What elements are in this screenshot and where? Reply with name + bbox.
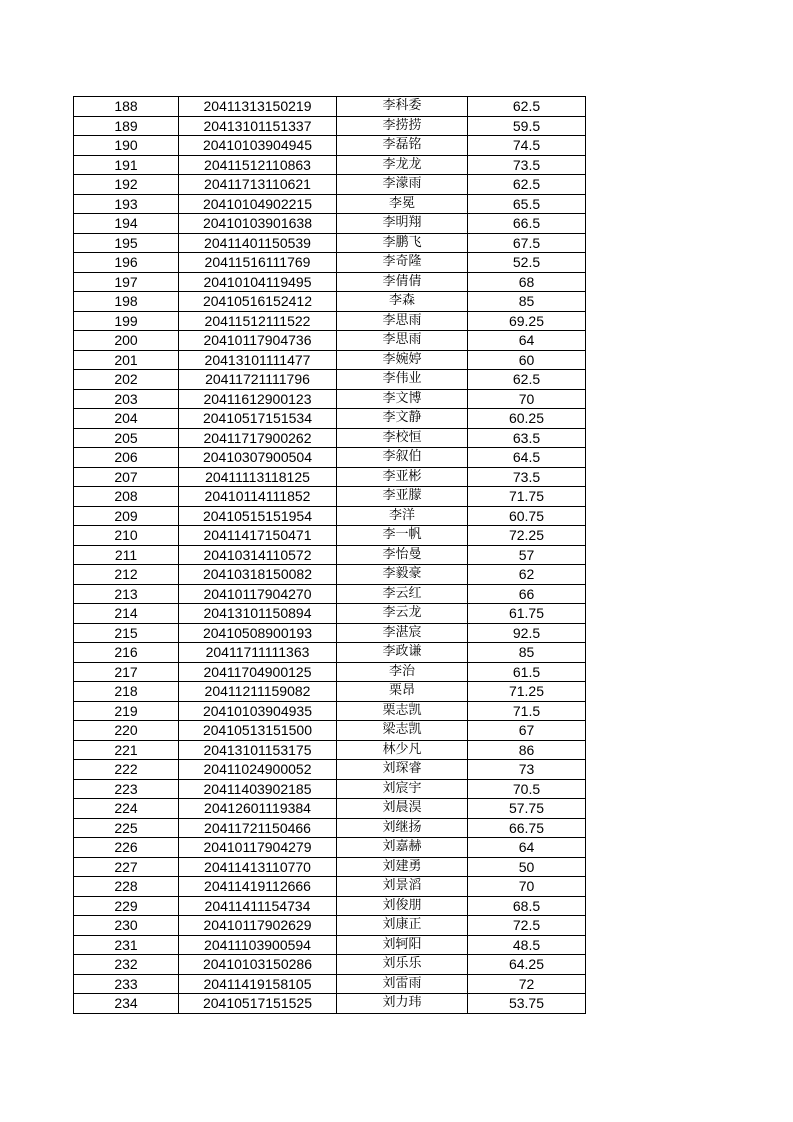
- name-cell: 李亚彬: [337, 467, 468, 487]
- name-cell: 李冕: [337, 194, 468, 214]
- score-cell: 67.5: [468, 233, 586, 253]
- table-row: [74, 97, 586, 117]
- table-row: [74, 253, 586, 273]
- seq-cell: 203: [74, 389, 179, 409]
- score-cell: 61.75: [468, 604, 586, 624]
- table-row: [74, 194, 586, 214]
- name-cell: 梁志凯: [337, 721, 468, 741]
- seq-cell: 197: [74, 272, 179, 292]
- table-row: [74, 155, 586, 175]
- name-cell: 刘乐乐: [337, 955, 468, 975]
- candidate-id-cell: 20411516111769: [179, 253, 337, 273]
- candidate-id-cell: 20410103904945: [179, 136, 337, 156]
- seq-cell: 225: [74, 818, 179, 838]
- candidate-id-cell: 20411113118125: [179, 467, 337, 487]
- score-table: [73, 96, 586, 1014]
- seq-cell: 204: [74, 409, 179, 429]
- name-cell: 刘建勇: [337, 857, 468, 877]
- table-row: [74, 935, 586, 955]
- table-row: [74, 331, 586, 351]
- name-cell: 李叙伯: [337, 448, 468, 468]
- seq-cell: 209: [74, 506, 179, 526]
- score-cell: 64: [468, 838, 586, 858]
- table-row: [74, 643, 586, 663]
- score-cell: 60: [468, 350, 586, 370]
- score-cell: 64.25: [468, 955, 586, 975]
- seq-cell: 222: [74, 760, 179, 780]
- name-cell: 李湛宸: [337, 623, 468, 643]
- candidate-id-cell: 20411721150466: [179, 818, 337, 838]
- score-cell: 65.5: [468, 194, 586, 214]
- seq-cell: 206: [74, 448, 179, 468]
- score-cell: 67: [468, 721, 586, 741]
- table-row: [74, 682, 586, 702]
- name-cell: 李云龙: [337, 604, 468, 624]
- name-cell: 刘康正: [337, 916, 468, 936]
- name-cell: 李科委: [337, 97, 468, 117]
- name-cell: 李明翔: [337, 214, 468, 234]
- seq-cell: 217: [74, 662, 179, 682]
- table-row: [74, 487, 586, 507]
- candidate-id-cell: 20410114111852: [179, 487, 337, 507]
- seq-cell: 228: [74, 877, 179, 897]
- score-cell: 70: [468, 877, 586, 897]
- score-cell: 48.5: [468, 935, 586, 955]
- seq-cell: 195: [74, 233, 179, 253]
- seq-cell: 234: [74, 994, 179, 1014]
- candidate-id-cell: 20410516152412: [179, 292, 337, 312]
- table-row: [74, 233, 586, 253]
- seq-cell: 232: [74, 955, 179, 975]
- score-cell: 85: [468, 292, 586, 312]
- score-cell: 73.5: [468, 467, 586, 487]
- score-cell: 73: [468, 760, 586, 780]
- name-cell: 李政谦: [337, 643, 468, 663]
- score-cell: 50: [468, 857, 586, 877]
- score-cell: 66.5: [468, 214, 586, 234]
- name-cell: 李森: [337, 292, 468, 312]
- table-row: [74, 604, 586, 624]
- table-row: [74, 136, 586, 156]
- seq-cell: 188: [74, 97, 179, 117]
- seq-cell: 218: [74, 682, 179, 702]
- name-cell: 李伟业: [337, 370, 468, 390]
- table-row: [74, 292, 586, 312]
- candidate-id-cell: 20410517151534: [179, 409, 337, 429]
- seq-cell: 194: [74, 214, 179, 234]
- score-cell: 74.5: [468, 136, 586, 156]
- candidate-id-cell: 20411711111363: [179, 643, 337, 663]
- seq-cell: 215: [74, 623, 179, 643]
- score-cell: 66.75: [468, 818, 586, 838]
- table-row: [74, 838, 586, 858]
- table-row: [74, 721, 586, 741]
- table-row: [74, 701, 586, 721]
- name-cell: 李婉婷: [337, 350, 468, 370]
- candidate-id-cell: 20411704900125: [179, 662, 337, 682]
- seq-cell: 211: [74, 545, 179, 565]
- name-cell: 李一帆: [337, 526, 468, 546]
- score-cell: 73.5: [468, 155, 586, 175]
- name-cell: 李怡曼: [337, 545, 468, 565]
- name-cell: 刘雷雨: [337, 974, 468, 994]
- score-cell: 86: [468, 740, 586, 760]
- seq-cell: 193: [74, 194, 179, 214]
- table-row: [74, 565, 586, 585]
- candidate-id-cell: 20411413110770: [179, 857, 337, 877]
- name-cell: 李捞捞: [337, 116, 468, 136]
- table-row: [74, 350, 586, 370]
- seq-cell: 208: [74, 487, 179, 507]
- name-cell: 李磊铭: [337, 136, 468, 156]
- score-cell: 69.25: [468, 311, 586, 331]
- candidate-id-cell: 20410318150082: [179, 565, 337, 585]
- seq-cell: 205: [74, 428, 179, 448]
- seq-cell: 190: [74, 136, 179, 156]
- name-cell: 李文博: [337, 389, 468, 409]
- table-row: [74, 506, 586, 526]
- name-cell: 李倩倩: [337, 272, 468, 292]
- candidate-id-cell: 20411713110621: [179, 175, 337, 195]
- table-row: [74, 662, 586, 682]
- score-cell: 85: [468, 643, 586, 663]
- score-cell: 64: [468, 331, 586, 351]
- name-cell: 刘继扬: [337, 818, 468, 838]
- score-cell: 70: [468, 389, 586, 409]
- candidate-id-cell: 20410314110572: [179, 545, 337, 565]
- score-cell: 70.5: [468, 779, 586, 799]
- name-cell: 刘晨淏: [337, 799, 468, 819]
- score-cell: 59.5: [468, 116, 586, 136]
- name-cell: 刘俊朋: [337, 896, 468, 916]
- candidate-id-cell: 20411024900052: [179, 760, 337, 780]
- name-cell: 栗昂: [337, 682, 468, 702]
- score-cell: 62.5: [468, 370, 586, 390]
- name-cell: 李奇隆: [337, 253, 468, 273]
- table-row: [74, 428, 586, 448]
- seq-cell: 214: [74, 604, 179, 624]
- score-cell: 71.5: [468, 701, 586, 721]
- score-cell: 62.5: [468, 97, 586, 117]
- name-cell: 刘轲阳: [337, 935, 468, 955]
- seq-cell: 202: [74, 370, 179, 390]
- candidate-id-cell: 20410103150286: [179, 955, 337, 975]
- table-row: [74, 955, 586, 975]
- name-cell: 李毅豪: [337, 565, 468, 585]
- table-row: [74, 448, 586, 468]
- score-cell: 63.5: [468, 428, 586, 448]
- score-table-body: [74, 97, 586, 1014]
- score-cell: 72: [468, 974, 586, 994]
- score-cell: 52.5: [468, 253, 586, 273]
- score-cell: 68.5: [468, 896, 586, 916]
- table-row: [74, 818, 586, 838]
- candidate-id-cell: 20411717900262: [179, 428, 337, 448]
- candidate-id-cell: 20411403902185: [179, 779, 337, 799]
- candidate-id-cell: 20413101150894: [179, 604, 337, 624]
- score-cell: 62.5: [468, 175, 586, 195]
- seq-cell: 227: [74, 857, 179, 877]
- candidate-id-cell: 20410307900504: [179, 448, 337, 468]
- name-cell: 李濛雨: [337, 175, 468, 195]
- table-row: [74, 740, 586, 760]
- table-row: [74, 994, 586, 1014]
- seq-cell: 191: [74, 155, 179, 175]
- name-cell: 刘景滔: [337, 877, 468, 897]
- table-row: [74, 760, 586, 780]
- candidate-id-cell: 20411211159082: [179, 682, 337, 702]
- candidate-id-cell: 20413101151337: [179, 116, 337, 136]
- candidate-id-cell: 20413101111477: [179, 350, 337, 370]
- candidate-id-cell: 20410103904935: [179, 701, 337, 721]
- candidate-id-cell: 20411401150539: [179, 233, 337, 253]
- candidate-id-cell: 20410117904279: [179, 838, 337, 858]
- table-row: [74, 526, 586, 546]
- table-row: [74, 409, 586, 429]
- seq-cell: 210: [74, 526, 179, 546]
- seq-cell: 216: [74, 643, 179, 663]
- candidate-id-cell: 20411612900123: [179, 389, 337, 409]
- name-cell: 李云红: [337, 584, 468, 604]
- seq-cell: 231: [74, 935, 179, 955]
- score-cell: 72.5: [468, 916, 586, 936]
- seq-cell: 219: [74, 701, 179, 721]
- seq-cell: 198: [74, 292, 179, 312]
- seq-cell: 213: [74, 584, 179, 604]
- seq-cell: 200: [74, 331, 179, 351]
- score-cell: 71.25: [468, 682, 586, 702]
- seq-cell: 196: [74, 253, 179, 273]
- name-cell: 李思雨: [337, 331, 468, 351]
- table-row: [74, 779, 586, 799]
- score-cell: 71.75: [468, 487, 586, 507]
- candidate-id-cell: 20413101153175: [179, 740, 337, 760]
- score-cell: 62: [468, 565, 586, 585]
- table-row: [74, 877, 586, 897]
- table-row: [74, 116, 586, 136]
- candidate-id-cell: 20410104119495: [179, 272, 337, 292]
- table-row: [74, 623, 586, 643]
- seq-cell: 230: [74, 916, 179, 936]
- score-cell: 68: [468, 272, 586, 292]
- seq-cell: 224: [74, 799, 179, 819]
- seq-cell: 223: [74, 779, 179, 799]
- name-cell: 李亚朦: [337, 487, 468, 507]
- candidate-id-cell: 20411411154734: [179, 896, 337, 916]
- candidate-id-cell: 20410104902215: [179, 194, 337, 214]
- name-cell: 刘力玮: [337, 994, 468, 1014]
- name-cell: 栗志凯: [337, 701, 468, 721]
- candidate-id-cell: 20411512111522: [179, 311, 337, 331]
- table-row: [74, 214, 586, 234]
- score-cell: 72.25: [468, 526, 586, 546]
- seq-cell: 226: [74, 838, 179, 858]
- candidate-id-cell: 20410117904270: [179, 584, 337, 604]
- seq-cell: 189: [74, 116, 179, 136]
- seq-cell: 201: [74, 350, 179, 370]
- name-cell: 李龙龙: [337, 155, 468, 175]
- score-cell: 64.5: [468, 448, 586, 468]
- seq-cell: 207: [74, 467, 179, 487]
- table-row: [74, 311, 586, 331]
- candidate-id-cell: 20411419158105: [179, 974, 337, 994]
- table-row: [74, 370, 586, 390]
- name-cell: 李鹏飞: [337, 233, 468, 253]
- name-cell: 李文静: [337, 409, 468, 429]
- seq-cell: 221: [74, 740, 179, 760]
- seq-cell: 199: [74, 311, 179, 331]
- table-row: [74, 896, 586, 916]
- candidate-id-cell: 20410517151525: [179, 994, 337, 1014]
- candidate-id-cell: 20410103901638: [179, 214, 337, 234]
- seq-cell: 212: [74, 565, 179, 585]
- candidate-id-cell: 20412601119384: [179, 799, 337, 819]
- seq-cell: 233: [74, 974, 179, 994]
- name-cell: 李治: [337, 662, 468, 682]
- candidate-id-cell: 20411103900594: [179, 935, 337, 955]
- candidate-id-cell: 20411512110863: [179, 155, 337, 175]
- table-row: [74, 467, 586, 487]
- name-cell: 刘琛睿: [337, 760, 468, 780]
- seq-cell: 192: [74, 175, 179, 195]
- table-row: [74, 584, 586, 604]
- table-row: [74, 545, 586, 565]
- candidate-id-cell: 20410513151500: [179, 721, 337, 741]
- table-row: [74, 857, 586, 877]
- score-cell: 57.75: [468, 799, 586, 819]
- candidate-id-cell: 20410515151954: [179, 506, 337, 526]
- candidate-id-cell: 20411313150219: [179, 97, 337, 117]
- table-row: [74, 974, 586, 994]
- seq-cell: 220: [74, 721, 179, 741]
- table-row: [74, 799, 586, 819]
- candidate-id-cell: 20410117904736: [179, 331, 337, 351]
- score-cell: 61.5: [468, 662, 586, 682]
- name-cell: 李思雨: [337, 311, 468, 331]
- score-cell: 66: [468, 584, 586, 604]
- table-row: [74, 389, 586, 409]
- candidate-id-cell: 20411721111796: [179, 370, 337, 390]
- name-cell: 刘嘉赫: [337, 838, 468, 858]
- candidate-id-cell: 20410117902629: [179, 916, 337, 936]
- name-cell: 刘宸宇: [337, 779, 468, 799]
- name-cell: 李校恒: [337, 428, 468, 448]
- score-cell: 60.75: [468, 506, 586, 526]
- candidate-id-cell: 20411417150471: [179, 526, 337, 546]
- score-cell: 60.25: [468, 409, 586, 429]
- score-cell: 57: [468, 545, 586, 565]
- name-cell: 李洋: [337, 506, 468, 526]
- table-row: [74, 272, 586, 292]
- table-row: [74, 175, 586, 195]
- candidate-id-cell: 20410508900193: [179, 623, 337, 643]
- candidate-id-cell: 20411419112666: [179, 877, 337, 897]
- table-row: [74, 916, 586, 936]
- score-cell: 92.5: [468, 623, 586, 643]
- name-cell: 林少凡: [337, 740, 468, 760]
- seq-cell: 229: [74, 896, 179, 916]
- score-cell: 53.75: [468, 994, 586, 1014]
